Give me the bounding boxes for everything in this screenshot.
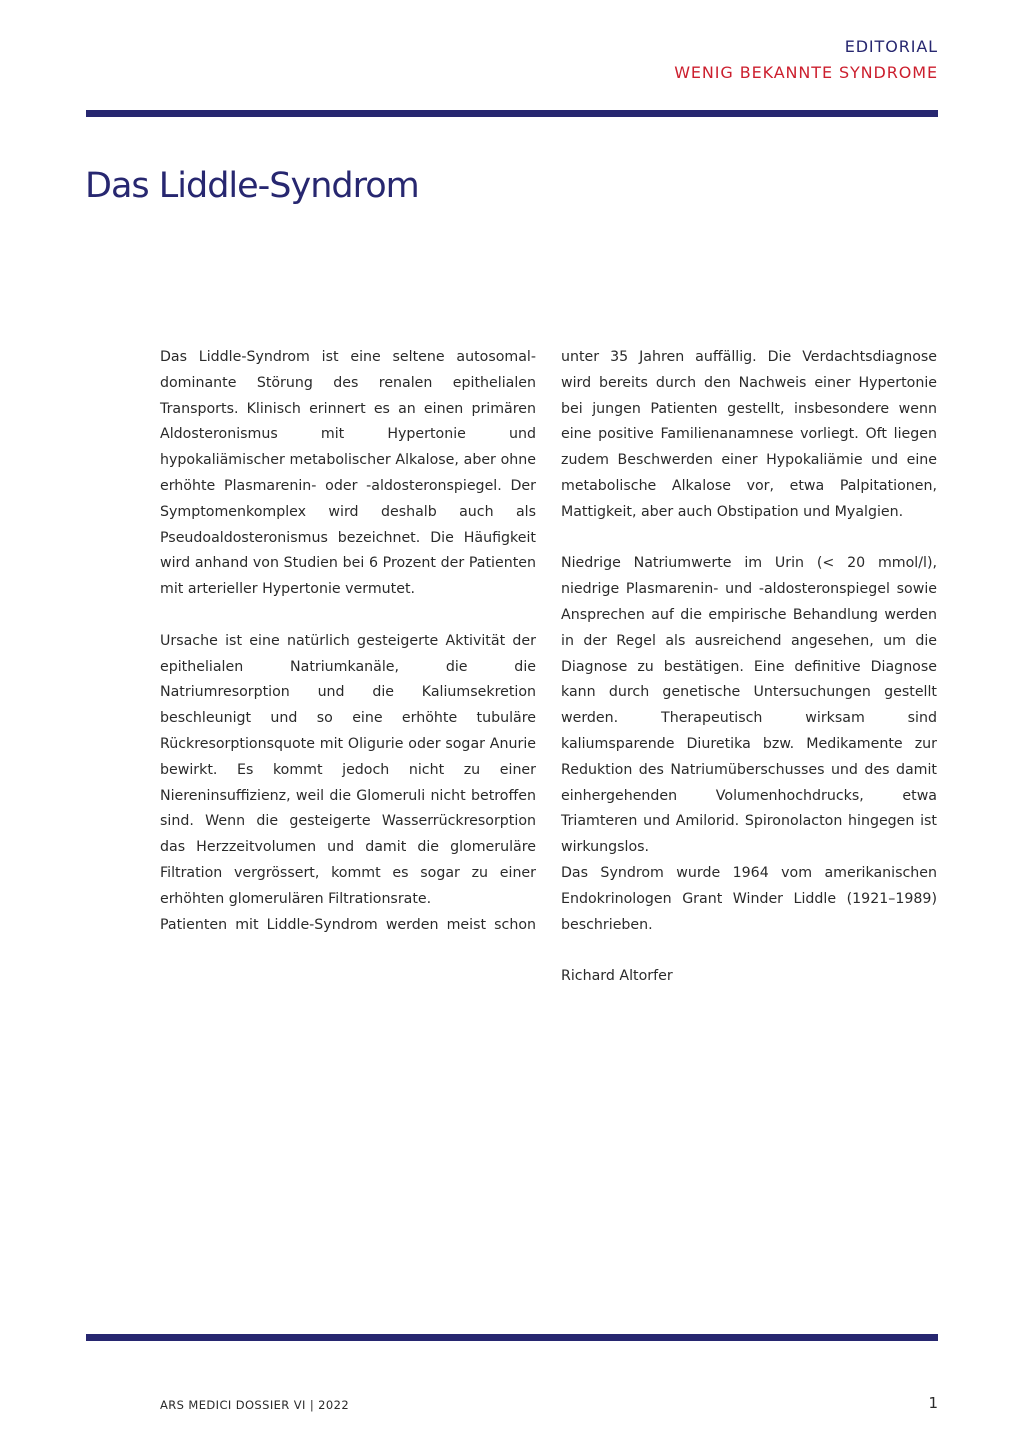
paragraph-history: Das Syndrom wurde 1964 vom amerikanischen Endokrinologen Grant Winder Liddle (1921–1989) beschrieben. <box>561 864 937 933</box>
paragraph-diagnosis-therapy: Niedrige Natriumwerte im Urin (< 20 mmol/l), niedrige Plasmarenin- und -aldosteronspiegel sowie Ansprechen auf die empirische Behandlung werden in der Regel als ausreichend angesehen, um die Diagnose zu bestätigen. Eine definitive Diagnose kann durch genetische Untersuchungen gestellt werden. Therapeutisch wirksam sind kaliumsparende Diuretika bzw. Medikamente zur Reduktion des Natriumüberschusses und des damit einhergehenden Volumenhochdrucks, etwa Triamteren und Amilorid. Spironolacton hingegen ist wirkungslos. <box>561 555 937 856</box>
article-title: Das Liddle-Syndrom <box>85 166 419 206</box>
paragraph-diagnosis-continued: unter 35 Jahren auffällig. Die Verdachtsdiagnose wird bereits durch den Nachweis einer Hypertonie bei jungen Patienten gestellt, insbesondere wenn eine positive Familienanamnese vorliegt. Oft liegen zudem Beschwerden einer Hypokaliämie und eine metabolische Alkalose vor, etwa Palpitationen, Mattigkeit, aber auch Obstipation und Myalgien. <box>561 349 937 520</box>
left-column <box>160 345 536 938</box>
paragraph-diagnosis-start: Patienten mit Liddle-Syndrom werden meist schon <box>160 916 536 933</box>
section-label: EDITORIAL <box>844 37 938 56</box>
footer-divider <box>86 1334 938 1341</box>
series-label: WENIG BEKANNTE SYNDROME <box>674 63 938 82</box>
paragraph-cause: Ursache ist eine natürlich gesteigerte Aktivität der epithelialen Natriumkanäle, die die Natriumresorption und die Kaliumsekretion beschleunigt und so eine erhöhte tubuläre Rückresorptionsquote mit Oligurie oder sogar Anurie bewirkt. Es kommt jedoch nicht zu einer Niereninsuffizienz, weil die Glomeruli nicht betroffen sind. Wenn die gesteigerte Wasserrückresorption das Herzzeitvolumen und damit die glomeruläre Filtration vergrössert, kommt es sogar zu einer erhöhten glomerulären Filtrationsrate. <box>160 632 536 907</box>
publication-info: ARS MEDICI DOSSIER VI | 2022 <box>160 1398 350 1412</box>
page-header <box>674 34 938 86</box>
header-divider <box>86 110 938 117</box>
author-name: Richard Altorfer <box>561 968 673 985</box>
page-number: 1 <box>928 1394 938 1412</box>
paragraph-intro: Das Liddle-Syndrom ist eine seltene autosomal-dominante Störung des renalen epithelialen Transports. Klinisch erinnert es an einen primären Aldosteronismus mit Hypertonie und hypokaliämischer metabolischer Alkalose, aber ohne erhöhte Plasmarenin- oder -aldosteronspiegel. Der Symptomenkomplex wird deshalb auch als Pseudoaldosteronismus bezeichnet. Die Häufigkeit wird anhand von Studien bei 6 Prozent der Patienten mit arterieller Hypertonie vermutet. <box>160 349 536 598</box>
right-column <box>561 345 937 990</box>
